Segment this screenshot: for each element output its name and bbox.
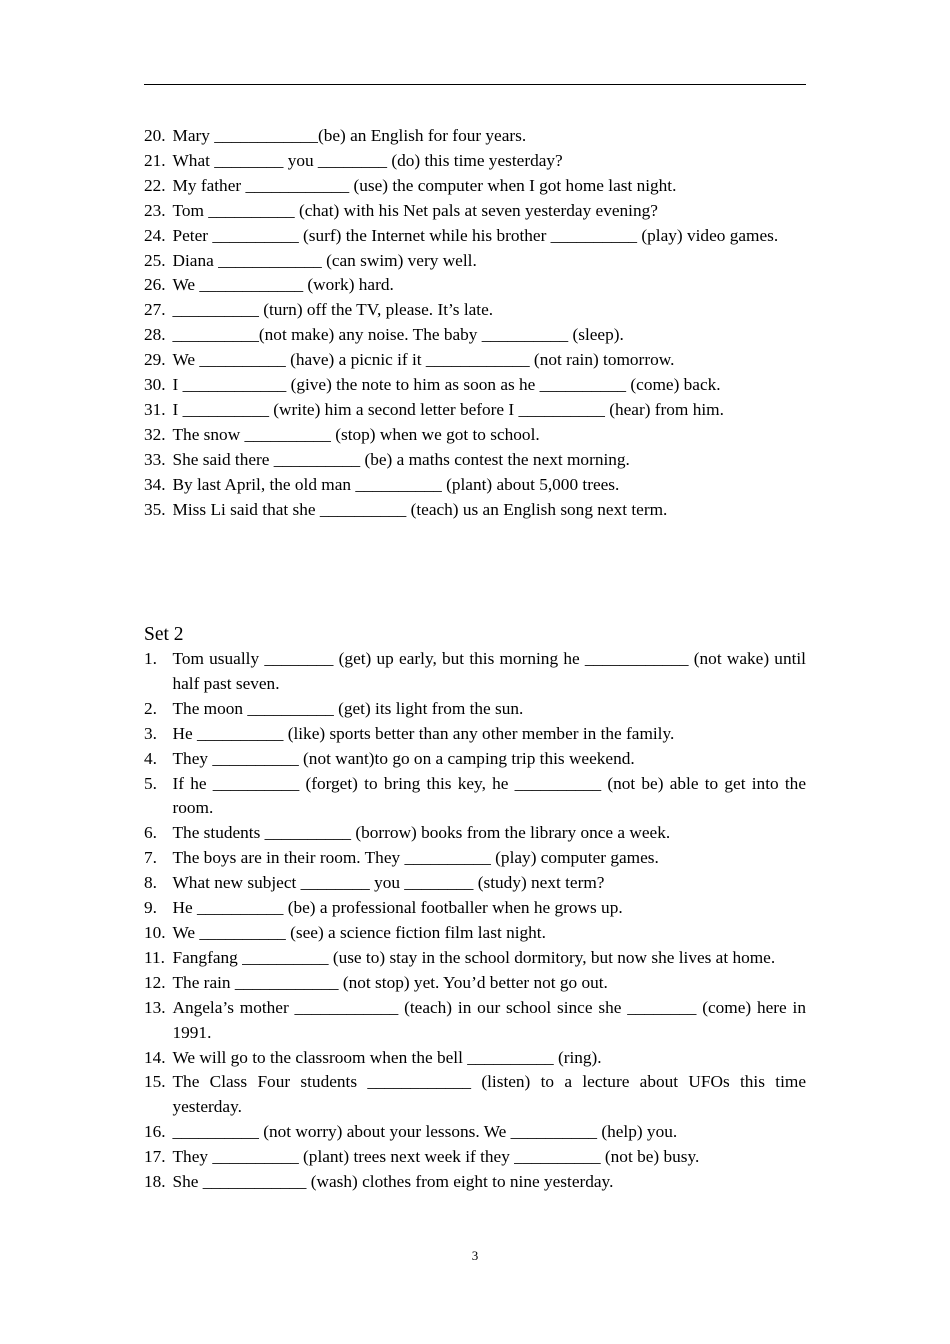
question-number: 1. bbox=[144, 649, 157, 668]
question-item bbox=[144, 498, 806, 523]
question-item bbox=[144, 921, 806, 946]
question-text: By last April, the old man __________ (plant) about 5,000 trees. bbox=[172, 474, 620, 494]
question-number: 34. bbox=[144, 474, 166, 494]
question-number: 31. bbox=[144, 399, 166, 419]
question-text: The boys are in their room. They __________ (play) computer games. bbox=[172, 848, 659, 868]
set-1-question-list bbox=[144, 124, 806, 523]
question-number: 2. bbox=[144, 698, 157, 718]
question-text: The rain ____________ (not stop) yet. You’d better not go out. bbox=[172, 972, 608, 992]
question-item bbox=[144, 149, 806, 174]
question-text: Miss Li said that she __________ (teach) us an English song next term. bbox=[172, 499, 668, 519]
question-number: 16. bbox=[144, 1122, 166, 1142]
question-number: 3. bbox=[144, 723, 157, 743]
question-item bbox=[144, 747, 806, 772]
question-number: 18. bbox=[144, 1172, 166, 1192]
question-item bbox=[144, 199, 806, 224]
question-number: 15. bbox=[144, 1072, 166, 1092]
question-number: 21. bbox=[144, 150, 166, 170]
question-number: 9. bbox=[144, 898, 157, 918]
question-text: The moon __________ (get) its light from the sun. bbox=[172, 698, 524, 718]
question-item bbox=[144, 224, 806, 249]
question-text: __________ (not worry) about your lessons. We __________ (help) you. bbox=[172, 1122, 678, 1142]
question-number: 14. bbox=[144, 1047, 166, 1067]
question-item bbox=[144, 722, 806, 747]
question-item bbox=[144, 398, 806, 423]
question-item bbox=[144, 448, 806, 473]
question-number: 6. bbox=[144, 823, 157, 843]
question-item bbox=[144, 1170, 806, 1195]
question-text: __________(not make) any noise. The baby __________ (sleep). bbox=[172, 325, 624, 345]
question-item bbox=[144, 871, 806, 896]
set-1-section bbox=[144, 124, 806, 523]
question-item bbox=[144, 273, 806, 298]
question-text: She ____________ (wash) clothes from eight to nine yesterday. bbox=[172, 1172, 614, 1192]
question-number: 5. bbox=[144, 773, 157, 793]
question-text: We will go to the classroom when the bell __________ (ring). bbox=[172, 1047, 602, 1067]
question-number: 30. bbox=[144, 375, 166, 395]
question-item bbox=[144, 298, 806, 323]
question-text: She said there __________ (be) a maths contest the next morning. bbox=[172, 449, 630, 469]
question-item bbox=[144, 473, 806, 498]
question-item bbox=[144, 1070, 806, 1120]
question-number: 13. bbox=[144, 997, 166, 1017]
question-text: What new subject ________ you ________ (study) next term? bbox=[172, 873, 605, 893]
question-item bbox=[144, 996, 806, 1046]
question-number: 23. bbox=[144, 200, 166, 220]
question-text: I ____________ (give) the note to him as soon as he __________ (come) back. bbox=[172, 375, 721, 395]
question-text: I __________ (write) him a second letter before I __________ (hear) from him. bbox=[172, 399, 724, 419]
question-text: Fangfang __________ (use to) stay in the school dormitory, but now she lives at home. bbox=[172, 947, 776, 967]
question-number: 27. bbox=[144, 300, 166, 320]
question-item bbox=[144, 821, 806, 846]
question-item bbox=[144, 846, 806, 871]
question-text: The Class Four students ____________ (listen) to a lecture about UFOs this time yesterday. bbox=[172, 1072, 806, 1117]
question-number: 17. bbox=[144, 1147, 166, 1167]
question-text: Tom __________ (chat) with his Net pals at seven yesterday evening? bbox=[172, 200, 658, 220]
question-text: They __________ (not want)to go on a camping trip this weekend. bbox=[172, 748, 635, 768]
question-text: __________ (turn) off the TV, please. It’s late. bbox=[172, 300, 494, 320]
question-text: They __________ (plant) trees next week if they __________ (not be) busy. bbox=[172, 1147, 700, 1167]
question-number: 29. bbox=[144, 350, 166, 370]
question-text: What ________ you ________ (do) this time yesterday? bbox=[172, 150, 563, 170]
question-number: 4. bbox=[144, 748, 157, 768]
question-text: Mary ____________(be) an English for four years. bbox=[172, 126, 527, 145]
question-number: 33. bbox=[144, 449, 166, 469]
question-item bbox=[144, 249, 806, 274]
question-text: Tom usually ________ (get) up early, but this morning he ____________ (not wake) until half past seven. bbox=[172, 649, 806, 693]
question-number: 20. bbox=[144, 126, 166, 145]
question-item bbox=[144, 348, 806, 373]
question-number: 25. bbox=[144, 250, 166, 270]
question-text: If he __________ (forget) to bring this key, he __________ (not be) able to get into the room. bbox=[172, 773, 806, 818]
question-number: 32. bbox=[144, 424, 166, 444]
page-number: 3 bbox=[471, 1248, 479, 1263]
question-text: He __________ (like) sports better than any other member in the family. bbox=[172, 723, 675, 743]
question-item bbox=[144, 124, 806, 149]
question-item bbox=[144, 772, 806, 822]
question-text: The snow __________ (stop) when we got to school. bbox=[172, 424, 540, 444]
question-number: 11. bbox=[144, 947, 165, 967]
question-text: He __________ (be) a professional footballer when he grows up. bbox=[172, 898, 623, 918]
set-2-title: Set 2 bbox=[144, 624, 184, 645]
question-item bbox=[144, 373, 806, 398]
question-item bbox=[144, 647, 806, 697]
question-item bbox=[144, 174, 806, 199]
question-text: Angela’s mother ____________ (teach) in our school since she ________ (come) here in 1991. bbox=[172, 997, 806, 1042]
question-number: 8. bbox=[144, 873, 157, 893]
question-item bbox=[144, 1046, 806, 1071]
question-text: The students __________ (borrow) books from the library once a week. bbox=[172, 823, 671, 843]
question-item bbox=[144, 323, 806, 348]
question-number: 26. bbox=[144, 275, 166, 295]
question-number: 28. bbox=[144, 325, 166, 345]
question-text: We ____________ (work) hard. bbox=[172, 275, 394, 295]
question-number: 24. bbox=[144, 225, 166, 245]
question-item bbox=[144, 1145, 806, 1170]
question-number: 7. bbox=[144, 848, 157, 868]
question-text: We __________ (see) a science fiction film last night. bbox=[172, 922, 546, 942]
set-2-section bbox=[144, 622, 806, 1195]
question-text: My father ____________ (use) the computer when I got home last night. bbox=[172, 175, 677, 195]
question-text: We __________ (have) a picnic if it ____________ (not rain) tomorrow. bbox=[172, 350, 675, 370]
question-number: 22. bbox=[144, 175, 166, 195]
question-item bbox=[144, 896, 806, 921]
question-item bbox=[144, 1120, 806, 1145]
question-number: 12. bbox=[144, 972, 166, 992]
question-text: Diana ____________ (can swim) very well. bbox=[172, 250, 477, 270]
question-item bbox=[144, 971, 806, 996]
question-item bbox=[144, 946, 806, 971]
question-item bbox=[144, 423, 806, 448]
header-rule bbox=[144, 84, 806, 85]
question-number: 10. bbox=[144, 922, 166, 942]
set-2-question-list bbox=[144, 647, 806, 1195]
question-item bbox=[144, 697, 806, 722]
question-text: Peter __________ (surf) the Internet while his brother __________ (play) video games. bbox=[172, 225, 779, 245]
question-number: 35. bbox=[144, 499, 166, 519]
